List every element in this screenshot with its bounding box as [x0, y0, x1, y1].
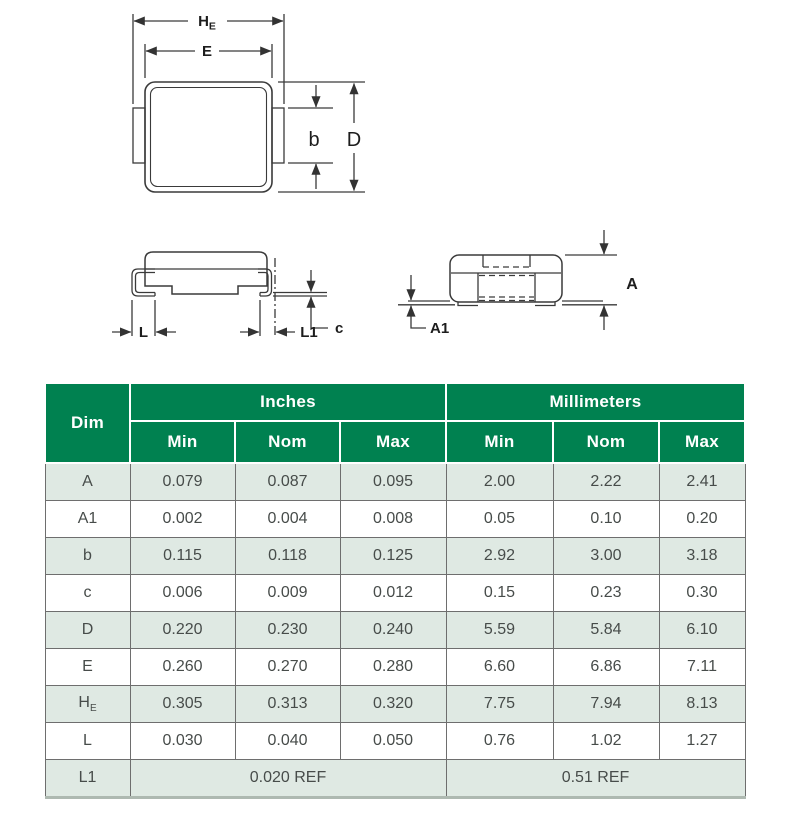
table-cell: 0.012 [340, 575, 446, 612]
dim-label-he: $H_E$ [198, 13, 216, 33]
dim-label-a: A [626, 276, 638, 293]
left-lead-tab [133, 108, 145, 163]
package-body-outline [145, 82, 272, 192]
top-view-drawing [85, 3, 385, 218]
table-row [45, 760, 745, 798]
table-cell: 0.050 [340, 723, 446, 760]
table-cell: 0.087 [235, 463, 340, 501]
table-cell: 0.020 REF [130, 760, 446, 798]
table-cell: 5.59 [446, 612, 553, 649]
dim-label-c: c [335, 320, 344, 337]
table-row [45, 686, 745, 723]
header-in-max: Max [340, 421, 446, 463]
table-cell: $H_E$ [45, 686, 130, 723]
table-cell: 2.22 [553, 463, 659, 501]
table-cell: 1.27 [659, 723, 745, 760]
table-cell: A1 [45, 501, 130, 538]
table-cell: 0.305 [130, 686, 235, 723]
table-cell: 0.079 [130, 463, 235, 501]
table-cell: 0.002 [130, 501, 235, 538]
table-cell: 0.030 [130, 723, 235, 760]
table-cell: 2.92 [446, 538, 553, 575]
table-cell: 7.11 [659, 649, 745, 686]
package-body-outline [450, 255, 562, 302]
table-cell: 7.94 [553, 686, 659, 723]
table-cell: 0.05 [446, 501, 553, 538]
table-cell: 3.18 [659, 538, 745, 575]
dimension-table [44, 382, 746, 799]
table-cell: 0.004 [235, 501, 340, 538]
front-view-drawing [85, 228, 370, 353]
table-cell: 0.260 [130, 649, 235, 686]
table-cell: 0.008 [340, 501, 446, 538]
table-cell: 0.009 [235, 575, 340, 612]
header-mm-min: Min [446, 421, 553, 463]
dim-label-b: b [308, 129, 320, 151]
table-row [45, 723, 745, 760]
table-cell: 0.23 [553, 575, 659, 612]
table-cell: 7.75 [446, 686, 553, 723]
table-cell: 0.115 [130, 538, 235, 575]
table-cell: 6.86 [553, 649, 659, 686]
table-cell: L [45, 723, 130, 760]
table-cell: 5.84 [553, 612, 659, 649]
table-cell: L1 [45, 760, 130, 798]
table-cell: E [45, 649, 130, 686]
table-row [45, 463, 745, 501]
table-cell: 3.00 [553, 538, 659, 575]
dim-label-l: L [138, 324, 149, 341]
table-cell: 0.313 [235, 686, 340, 723]
dim-label-a1: A1 [430, 320, 450, 337]
table-cell: 6.10 [659, 612, 745, 649]
table-cell: 0.118 [235, 538, 340, 575]
table-cell: A [45, 463, 130, 501]
dim-label-l1: L1 [300, 324, 318, 341]
dim-label-e: E [201, 43, 213, 60]
table-header-groups [45, 383, 745, 421]
table-cell: 8.13 [659, 686, 745, 723]
right-lead-tab [272, 108, 284, 163]
header-in-nom: Nom [235, 421, 340, 463]
table-row [45, 501, 745, 538]
table-cell: 0.30 [659, 575, 745, 612]
table-cell: 0.095 [340, 463, 446, 501]
table-cell: 0.125 [340, 538, 446, 575]
table-cell: 0.240 [340, 612, 446, 649]
table-cell: 0.270 [235, 649, 340, 686]
table-cell: 1.02 [553, 723, 659, 760]
header-inches: Inches [130, 383, 446, 421]
header-millimeters: Millimeters [446, 383, 745, 421]
table-cell: 0.76 [446, 723, 553, 760]
table-cell: 0.230 [235, 612, 340, 649]
table-cell: 0.220 [130, 612, 235, 649]
header-mm-nom: Nom [553, 421, 659, 463]
header-dim: Dim [45, 383, 130, 463]
table-row [45, 538, 745, 575]
table-cell: c [45, 575, 130, 612]
table-row [45, 575, 745, 612]
table-header-subcols [45, 421, 745, 463]
table-cell: 2.00 [446, 463, 553, 501]
header-mm-max: Max [659, 421, 745, 463]
table-cell: 0.320 [340, 686, 446, 723]
table-cell: 0.20 [659, 501, 745, 538]
table-cell: D [45, 612, 130, 649]
table-cell: 0.15 [446, 575, 553, 612]
package-body-outline [145, 252, 267, 294]
table-cell: 0.10 [553, 501, 659, 538]
dim-label-d: D [346, 129, 362, 151]
table-row [45, 649, 745, 686]
table-cell: b [45, 538, 130, 575]
table-cell: 0.040 [235, 723, 340, 760]
table-cell: 2.41 [659, 463, 745, 501]
table-row [45, 612, 745, 649]
table-cell: 0.280 [340, 649, 446, 686]
table-cell: 6.60 [446, 649, 553, 686]
end-view-drawing [395, 218, 650, 353]
header-in-min: Min [130, 421, 235, 463]
table-cell: 0.51 REF [446, 760, 745, 798]
table-cell: 0.006 [130, 575, 235, 612]
